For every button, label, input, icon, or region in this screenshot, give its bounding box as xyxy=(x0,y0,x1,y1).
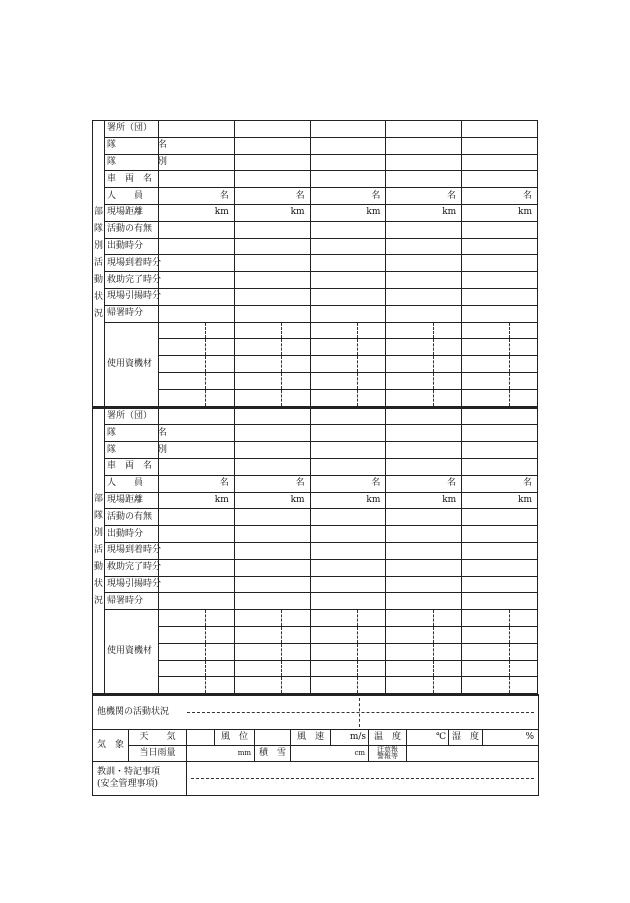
row-label-personnel: 人 員 xyxy=(105,475,159,492)
summary-block: 他機関の活動状況 気 象 天 気 風 位 風 速 m/s 温 度 ℃ 湿 度 % 当日雨量 mm 積 雪 cm 注意報 警報等 教訓・特記事項 (安全管理事項) xyxy=(92,694,539,796)
wind-dir-field[interactable] xyxy=(255,729,291,745)
row-label-unit-type: 隊 別 xyxy=(105,442,159,459)
row-label-unit-type: 隊 別 xyxy=(105,154,159,171)
other-agencies-label: 他機関の活動状況 xyxy=(93,695,187,729)
row-label-distance: 現場距離 xyxy=(105,204,159,221)
row-label-vehicle: 車 両 名 xyxy=(105,458,159,475)
row-label-departure: 出動時分 xyxy=(105,526,159,543)
weather-label: 気 象 xyxy=(93,729,129,761)
lessons-field[interactable] xyxy=(187,761,539,795)
row-label-personnel: 人 員 xyxy=(105,188,159,205)
incident-report-form xyxy=(92,120,538,796)
row-label-withdraw: 現場引揚時分 xyxy=(105,576,159,593)
row-label-equipment: 使用資機材 xyxy=(105,322,159,406)
row-label-activity: 活動の有無 xyxy=(105,221,159,238)
row-label-distance: 現場距離 xyxy=(105,492,159,509)
row-label-rescue-done: 救助完了時分 xyxy=(105,559,159,576)
weather-field[interactable] xyxy=(187,729,215,745)
row-label-activity: 活動の有無 xyxy=(105,509,159,526)
warning-field[interactable] xyxy=(407,745,539,761)
row-label-station: 署所（団） xyxy=(105,121,159,138)
row-label-vehicle: 車 両 名 xyxy=(105,171,159,188)
row-label-rescue-done: 救助完了時分 xyxy=(105,272,159,289)
row-label-equipment: 使用資機材 xyxy=(105,610,159,694)
row-label-withdraw: 現場引揚時分 xyxy=(105,288,159,305)
row-label-departure: 出動時分 xyxy=(105,238,159,255)
row-label-arrival: 現場到着時分 xyxy=(105,255,159,272)
lessons-label: 教訓・特記事項 (安全管理事項) xyxy=(93,761,187,795)
row-label-return: 帰署時分 xyxy=(105,305,159,322)
row-label-station: 署所（団） xyxy=(105,408,159,425)
section-label: 部 隊 別 活 動 状 況 xyxy=(93,121,105,407)
row-label-arrival: 現場到着時分 xyxy=(105,542,159,559)
unit-activity-block-2: 部 隊 別 活 動 状 況 署所（団） 隊 名 隊 別 車 両 名 人 員 名 名 名 名 名 現場距離 km km km km km 活動の有無 出動時分 現場到着時分 救助完了時分 現場引揚時分 帰署時分 使用資機材 xyxy=(92,407,538,695)
unit-activity-block-1: 部 隊 別 活 動 状 況 署所（団） 隊 名 隊 別 車 両 名 人 員 名 名 名 名 名 現場距離 km km km km km 活動の有無 出動時分 現場到着時分 救助完了時分 現場引揚時分 帰署時分 使用資機材 xyxy=(92,120,538,407)
row-label-return: 帰署時分 xyxy=(105,593,159,610)
section-label: 部 隊 別 活 動 状 況 xyxy=(93,408,105,694)
other-agencies-field[interactable] xyxy=(187,695,539,729)
row-label-unit-name: 隊 名 xyxy=(105,137,159,154)
row-label-unit-name: 隊 名 xyxy=(105,425,159,442)
